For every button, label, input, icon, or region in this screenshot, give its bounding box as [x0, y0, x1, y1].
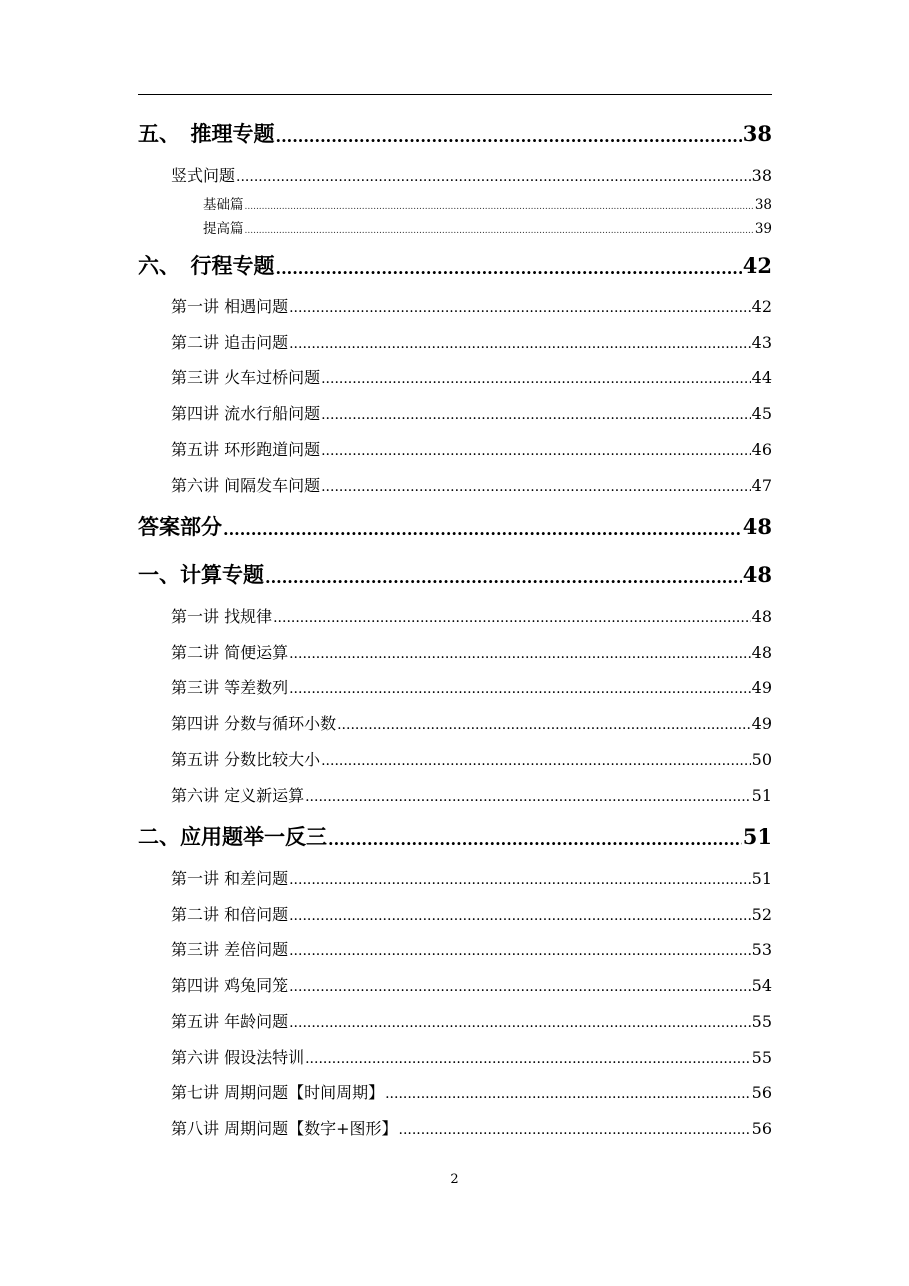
toc-entry[interactable] — [171, 475, 772, 497]
toc-entry-page: 51 — [751, 869, 772, 888]
toc-entry-page: 56 — [751, 1083, 772, 1102]
toc-entry-page: 48 — [742, 514, 772, 539]
toc-entry-page: 55 — [751, 1048, 772, 1067]
toc-entry-page: 38 — [751, 166, 772, 185]
toc-leader-dots — [289, 941, 751, 961]
toc-leader-dots — [321, 751, 751, 771]
toc-entry-page: 49 — [751, 678, 772, 697]
toc-leader-dots — [328, 829, 742, 851]
toc-entry-title: 第二讲 简便运算 — [171, 643, 289, 662]
toc-entry-page: 52 — [751, 905, 772, 924]
toc-entry-page: 54 — [751, 976, 772, 995]
toc-entry-title: 第三讲 差倍问题 — [171, 940, 289, 959]
toc-entry[interactable] — [171, 785, 772, 807]
toc-entry[interactable] — [171, 975, 772, 997]
toc-leader-dots — [289, 1013, 751, 1033]
toc-entry-title: 第二讲 和倍问题 — [171, 905, 289, 924]
toc-leader-dots — [289, 679, 751, 699]
toc-leader-dots — [276, 126, 742, 148]
toc-leader-dots — [236, 167, 751, 187]
toc-entry-page: 48 — [751, 643, 772, 662]
toc-entry[interactable] — [171, 904, 772, 926]
toc-entry-page: 56 — [751, 1119, 772, 1138]
toc-entry[interactable] — [171, 868, 772, 890]
toc-entry-title: 五、 推理专题 — [138, 121, 275, 146]
toc-leader-dots — [265, 567, 742, 589]
toc-leader-dots — [399, 1120, 751, 1140]
toc-entry[interactable] — [138, 823, 772, 851]
toc-entry[interactable] — [138, 120, 772, 148]
toc-entry[interactable] — [171, 606, 772, 628]
toc-entry[interactable] — [171, 1047, 772, 1069]
toc-leader-dots — [245, 200, 754, 214]
toc-entry[interactable] — [171, 165, 772, 187]
toc-entry-page: 47 — [751, 476, 772, 495]
toc-entry-title: 第一讲 找规律 — [171, 607, 273, 626]
toc-leader-dots — [385, 1084, 751, 1104]
toc-leader-dots — [289, 870, 751, 890]
toc-entry-page: 38 — [754, 197, 772, 213]
toc-leader-dots — [245, 224, 754, 238]
toc-entry[interactable] — [171, 677, 772, 699]
toc-leader-dots — [337, 715, 751, 735]
toc-entry[interactable] — [171, 939, 772, 961]
toc-entry-title: 竖式问题 — [171, 166, 236, 185]
toc-entry-title: 第六讲 间隔发车问题 — [171, 476, 321, 495]
toc-entry-title: 第一讲 相遇问题 — [171, 297, 289, 316]
toc-entry[interactable] — [171, 713, 772, 735]
toc-entry-title: 答案部分 — [138, 514, 222, 539]
toc-entry-title: 第五讲 分数比较大小 — [171, 750, 321, 769]
toc-entry-page: 43 — [751, 333, 772, 352]
toc-leader-dots — [321, 441, 751, 461]
toc-entry-page: 44 — [751, 368, 772, 387]
toc-entry-page: 49 — [751, 714, 772, 733]
toc-entry[interactable] — [171, 296, 772, 318]
toc-entry-title: 第六讲 定义新运算 — [171, 786, 305, 805]
toc-entry-page: 51 — [742, 824, 772, 849]
toc-entry[interactable] — [171, 749, 772, 771]
toc-leader-dots — [321, 369, 751, 389]
toc-entry-title: 基础篇 — [203, 197, 244, 213]
toc-entry-page: 45 — [751, 404, 772, 423]
toc-leader-dots — [321, 405, 751, 425]
toc-leader-dots — [289, 977, 751, 997]
toc-leader-dots — [273, 608, 751, 628]
toc-entry[interactable] — [203, 220, 772, 238]
toc-leader-dots — [305, 787, 751, 807]
toc-entry-page: 55 — [751, 1012, 772, 1031]
toc-entry-title: 第一讲 和差问题 — [171, 869, 289, 888]
toc-entry-title: 第二讲 追击问题 — [171, 333, 289, 352]
toc-leader-dots — [289, 906, 751, 926]
toc-entry-title: 第三讲 火车过桥问题 — [171, 368, 321, 387]
toc-entry-page: 50 — [751, 750, 772, 769]
toc-entry[interactable] — [171, 332, 772, 354]
toc-leader-dots — [289, 298, 751, 318]
toc-entry[interactable] — [171, 1082, 772, 1104]
toc-entry-title: 第三讲 等差数列 — [171, 678, 289, 697]
toc-entry[interactable] — [138, 513, 772, 541]
toc-entry-title: 第八讲 周期问题【数字+图形】 — [171, 1119, 398, 1138]
toc-leader-dots — [223, 519, 742, 541]
toc-entry[interactable] — [171, 403, 772, 425]
toc-leader-dots — [289, 334, 751, 354]
page-number: 2 — [450, 1172, 459, 1187]
toc-entry-page: 46 — [751, 440, 772, 459]
toc-entry-title: 第四讲 流水行船问题 — [171, 404, 321, 423]
toc-entry-title: 二、应用题举一反三 — [138, 824, 327, 849]
toc-entry-page: 48 — [742, 562, 772, 587]
toc-entry[interactable] — [171, 439, 772, 461]
toc-entry-page: 48 — [751, 607, 772, 626]
toc-entry[interactable] — [171, 1011, 772, 1033]
toc-entry-page: 42 — [751, 297, 772, 316]
toc-entry[interactable] — [171, 642, 772, 664]
toc-entry-title: 第六讲 假设法特训 — [171, 1048, 305, 1067]
toc-entry[interactable] — [171, 1118, 772, 1140]
toc-entry-title: 第七讲 周期问题【时间周期】 — [171, 1083, 385, 1102]
toc-entry[interactable] — [171, 367, 772, 389]
toc-entry-title: 第四讲 分数与循环小数 — [171, 714, 337, 733]
toc-entry-title: 第四讲 鸡兔同笼 — [171, 976, 289, 995]
toc-entry-title: 六、 行程专题 — [138, 253, 275, 278]
toc-entry[interactable] — [203, 196, 772, 214]
toc-leader-dots — [321, 477, 751, 497]
toc-entry[interactable] — [138, 561, 772, 589]
toc-entry-page: 39 — [754, 221, 772, 237]
toc-leader-dots — [305, 1049, 751, 1069]
toc-leader-dots — [289, 644, 751, 664]
toc-entry-page: 42 — [742, 253, 772, 278]
toc-entry[interactable] — [138, 252, 772, 280]
toc-entry-page: 53 — [751, 940, 772, 959]
toc-entry-title: 第五讲 年龄问题 — [171, 1012, 289, 1031]
toc-leader-dots — [276, 258, 742, 280]
toc-entry-title: 提高篇 — [203, 221, 244, 237]
toc-entry-page: 38 — [742, 121, 772, 146]
toc-entry-page: 51 — [751, 786, 772, 805]
toc-entry-title: 一、计算专题 — [138, 562, 264, 587]
toc-entry-title: 第五讲 环形跑道问题 — [171, 440, 321, 459]
